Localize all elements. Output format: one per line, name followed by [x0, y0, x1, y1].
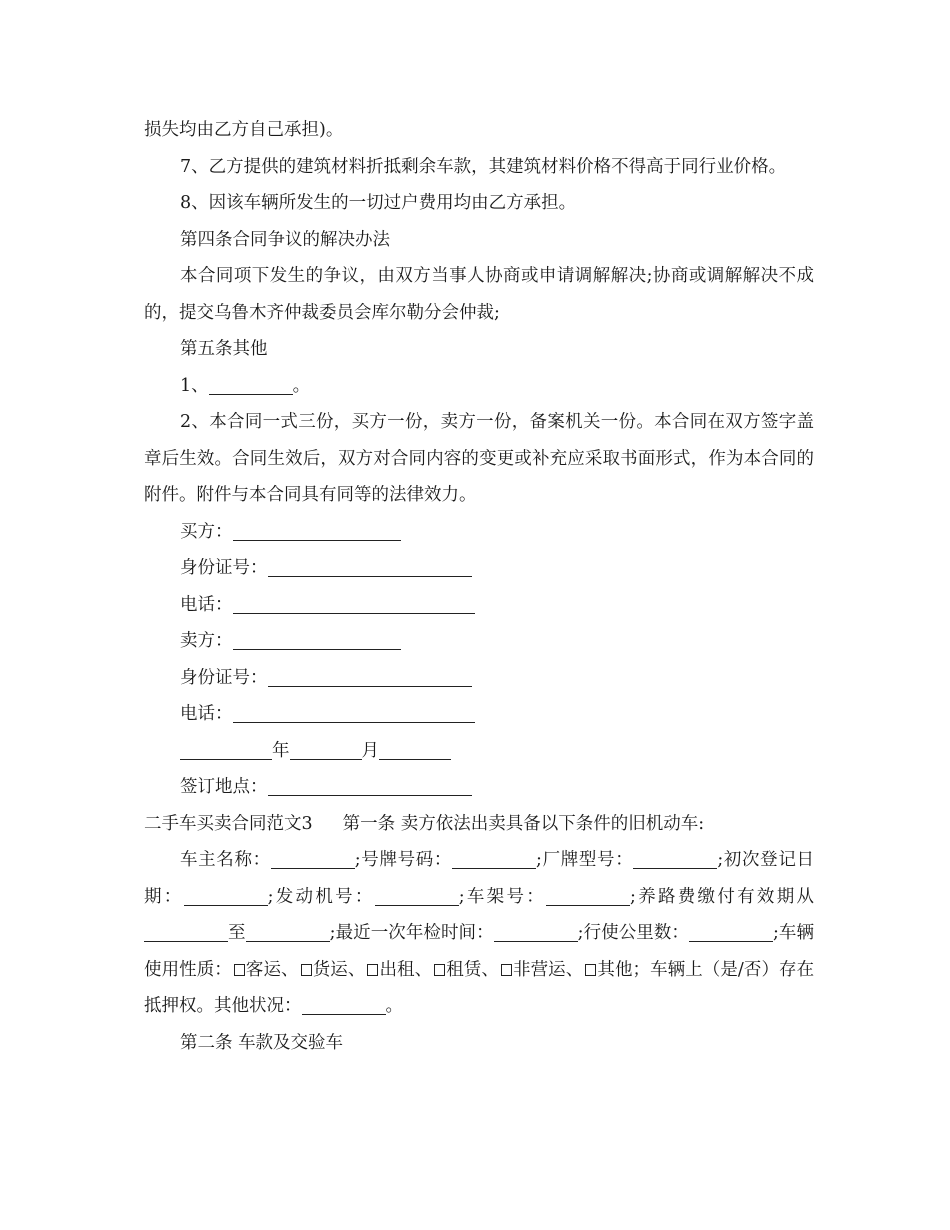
buyer-row [144, 514, 814, 551]
buyer-phone-label: 电话： [180, 594, 233, 615]
seller-blank [233, 627, 401, 650]
date-year-label: 年 [272, 740, 290, 761]
usage-option-taxi: 出租、 [379, 959, 433, 980]
checkbox-icon[interactable] [234, 964, 245, 976]
road-fee-from-blank [144, 919, 228, 942]
sample-3-title: 二手车买卖合同范文3 [144, 813, 313, 834]
usage-option-other: 其他； [597, 959, 651, 980]
seller-phone-row [144, 696, 814, 733]
buyer-phone-row [144, 587, 814, 624]
brand-model-blank [633, 846, 717, 869]
road-fee-to-label: 至 [228, 923, 246, 943]
sample-3-heading [144, 806, 814, 843]
first-registration-blank [184, 883, 268, 906]
article-5-title: 第五条其他 [180, 339, 268, 359]
checkbox-icon[interactable] [301, 964, 312, 976]
paragraph-item-8: 8、因该车辆所发生的一切过户费用均由乙方承担。 [180, 193, 577, 213]
owner-name-blank [271, 846, 355, 869]
buyer-phone-blank [233, 591, 475, 614]
item-1-prefix: 1、 [180, 375, 209, 396]
seller-row [144, 623, 814, 660]
item-1-suffix: 。 [292, 375, 311, 396]
item-1-blank [209, 372, 293, 395]
owner-name-label: 车主名称： [180, 850, 271, 870]
seller-phone-blank [233, 700, 475, 723]
checkbox-icon[interactable] [434, 964, 445, 976]
sign-place-blank [268, 773, 472, 796]
buyer-id-row [144, 550, 814, 587]
checkbox-icon[interactable] [367, 964, 378, 976]
road-fee-to-blank [246, 919, 330, 942]
seller-id-blank [268, 664, 472, 687]
buyer-label: 买方： [180, 521, 233, 542]
article-4-title: 第四条合同争议的解决办法 [180, 229, 390, 250]
usage-label: ;车辆使用性质： [144, 923, 814, 980]
seller-phone-label: 电话： [180, 704, 233, 724]
buyer-blank [233, 518, 401, 541]
sample-3-article-1: 第一条 卖方依法出卖具备以下条件的旧机动车: [342, 813, 705, 834]
other-status-blank [302, 992, 386, 1015]
brand-model-label: ;厂牌型号： [536, 850, 634, 870]
date-day-blank [379, 737, 451, 760]
item-1 [144, 368, 814, 405]
sign-place-label: 签订地点： [180, 777, 268, 797]
road-fee-label: ;养路费缴付有效期从 [630, 886, 814, 907]
mortgage-text: 车辆上（是/否）存在抵押权。其他状况： [144, 959, 815, 1016]
buyer-id-label: 身份证号： [180, 558, 268, 578]
mileage-label: ;行使公里数： [577, 923, 689, 943]
usage-option-lease: 租赁、 [446, 959, 499, 980]
seller-id-row [144, 660, 814, 697]
first-registration-label: ;初次登记日期： [144, 850, 814, 907]
seller-label: 卖方： [180, 631, 233, 651]
article-4-body: 本合同项下发生的争议，由双方当事人协商或申请调解解决;协商或调解解决不成的，提交乌鲁木齐仲裁委员会库尔勒分会仲裁; [144, 266, 814, 323]
seller-id-label: 身份证号： [180, 667, 268, 688]
buyer-id-blank [268, 554, 472, 577]
contract-body [144, 112, 814, 1061]
plate-number-blank [452, 846, 536, 869]
date-row [144, 733, 814, 770]
checkbox-icon[interactable] [501, 964, 512, 976]
engine-number-label: ;发动机号： [267, 886, 375, 907]
article-2-title: 第二条 车款及交验车 [180, 1032, 344, 1053]
annual-check-label: ;最近一次年检时间： [329, 923, 494, 943]
mileage-blank [689, 919, 773, 942]
plate-number-label: ;号牌号码： [354, 850, 453, 870]
checkbox-icon[interactable] [585, 964, 596, 976]
frame-number-label: ;车架号： [458, 886, 547, 907]
annual-check-blank [494, 919, 578, 942]
item-2: 2、本合同一式三份，买方一份，卖方一份，备案机关一份。本合同在双方签字盖章后生效。合同生效后，双方对合同内容的变更或补充应采取书面形式，作为本合同的附件。附件与本合同具有同等的法律效力。 [144, 412, 814, 505]
usage-option-freight: 货运、 [312, 959, 366, 980]
frame-number-blank [546, 883, 630, 906]
vehicle-end-mark: 。 [385, 996, 403, 1016]
paragraph-loss: 损失均由乙方自己承担)。 [144, 120, 344, 140]
sign-place-row [144, 769, 814, 806]
date-month-blank [290, 737, 362, 760]
usage-option-non-operating: 非营运、 [512, 959, 584, 980]
date-year-blank [180, 737, 272, 760]
engine-number-blank [375, 883, 459, 906]
paragraph-item-7: 7、乙方提供的建筑材料折抵剩余车款，其建筑材料价格不得高于同行业价格。 [180, 156, 787, 177]
date-month-label: 月 [361, 740, 379, 761]
usage-option-passenger: 客运、 [245, 959, 299, 980]
vehicle-details [144, 842, 814, 1025]
